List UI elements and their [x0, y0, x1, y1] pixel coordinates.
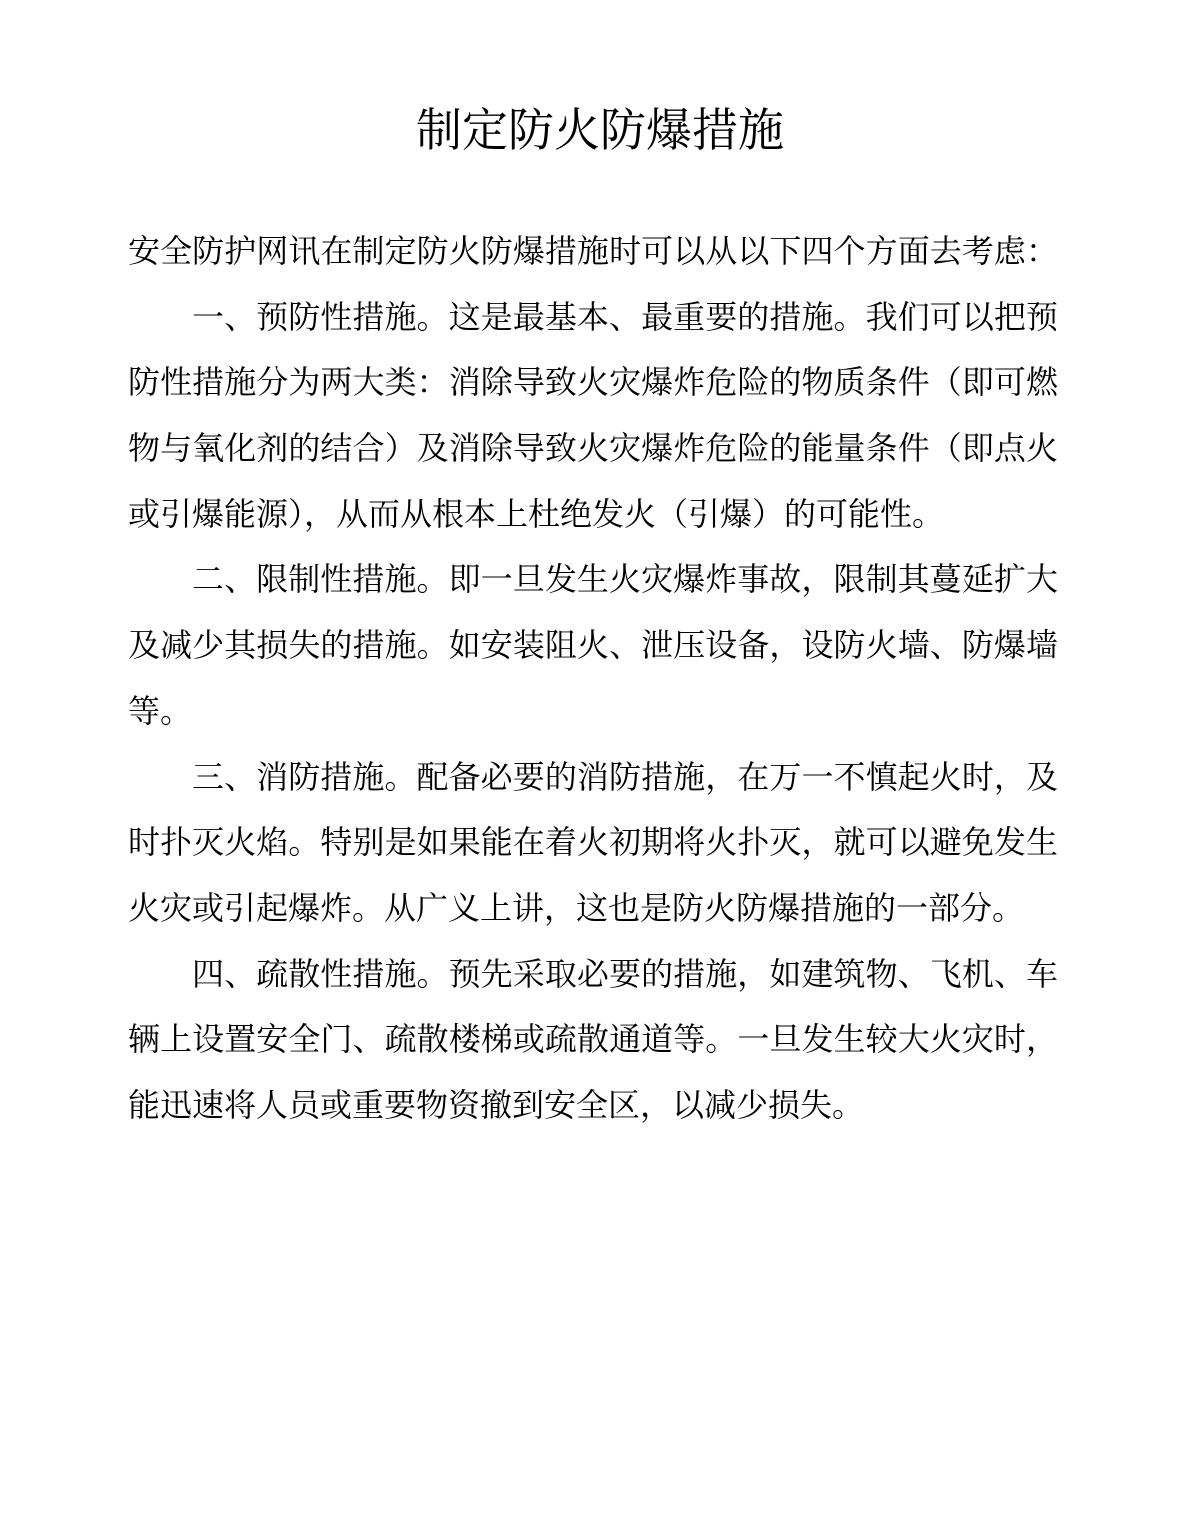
paragraph-3-line: 火灾或引起爆炸。从广义上讲，这也是防火防爆措施的一部分。	[128, 888, 1025, 927]
paragraph-2-line: 等。	[128, 691, 193, 730]
paragraph-1-line: 一、预防性措施。这是最基本、最重要的措施。我们可以把预	[192, 297, 1058, 336]
document-title: 制定防火防爆措施	[416, 103, 784, 157]
intro-line: 安全防护网讯在制定防火防爆措施时可以从以下四个方面去考虑：	[128, 232, 1058, 270]
paragraph-1-line: 或引爆能源），从而从根本上杜绝发火（引爆）的可能性。	[128, 494, 945, 533]
document-body	[128, 225, 1058, 1145]
paragraph-4-line: 辆上设置安全门、疏散楼梯或疏散通道等。一旦发生较大火灾时，	[128, 1020, 1058, 1059]
paragraph-1-line: 物与氧化剂的结合）及消除导致火灾爆炸危险的能量条件（即点火	[128, 429, 1058, 468]
paragraph-3-line: 时扑灭火焰。特别是如果能在着火初期将火扑灭，就可以避免发生	[128, 823, 1058, 862]
paragraph-2-line: 及减少其损失的措施。如安装阻火、泄压设备，设防火墙、防爆墙	[128, 626, 1058, 665]
paragraph-4-line: 四、疏散性措施。预先采取必要的措施，如建筑物、飞机、车	[192, 954, 1058, 993]
paragraph-2-line: 二、限制性措施。即一旦发生火灾爆炸事故，限制其蔓延扩大	[192, 560, 1058, 599]
paragraph-3-line: 三、消防措施。配备必要的消防措施，在万一不慎起火时，及	[192, 757, 1058, 796]
paragraph-1-line: 防性措施分为两大类：消除导致火灾爆炸危险的物质条件（即可燃	[128, 363, 1058, 402]
paragraph-4-line: 能迅速将人员或重要物资撤到安全区，以减少损失。	[128, 1085, 865, 1124]
